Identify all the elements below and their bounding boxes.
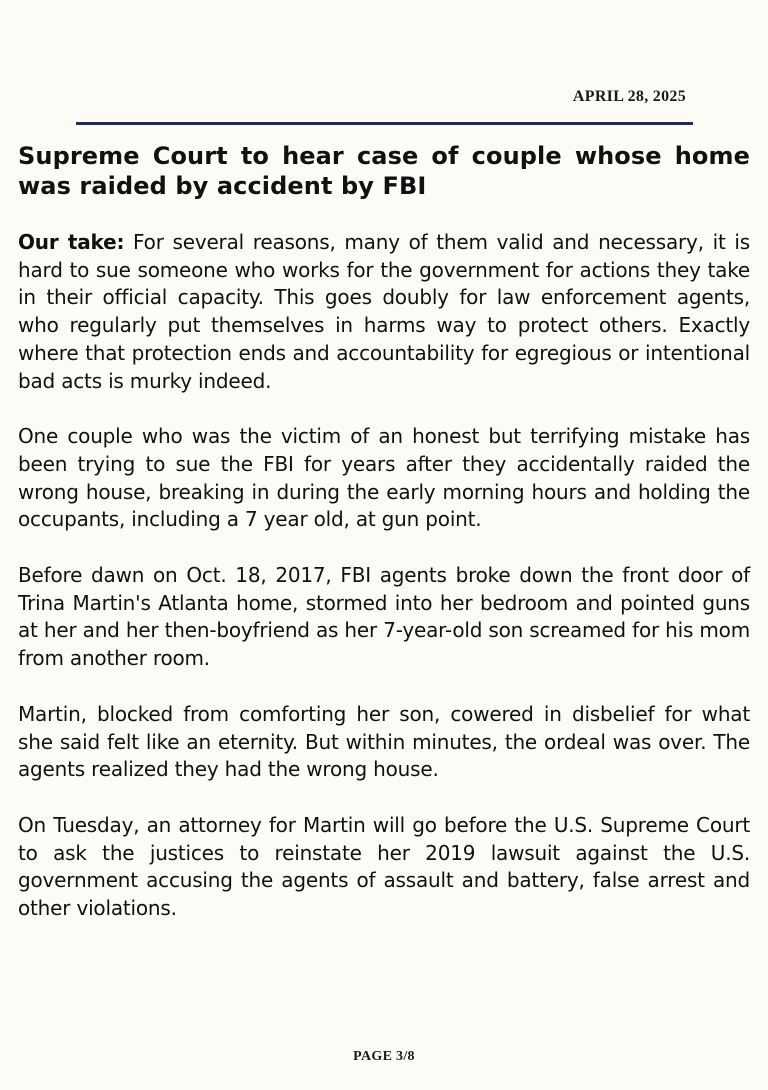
paragraph-text: For several reasons, many of them valid and necessary, it is hard to sue someone who works for the government for actions they take in their official capacity. This goes doubly for law enforcement agents, who regularly put themselves in harms way to protect others. Exactly where that protection ends and accountability for egregious or intentional bad acts is murky indeed. <box>18 230 750 393</box>
article-paragraph-1 <box>18 229 750 395</box>
article <box>18 141 750 951</box>
page-number: PAGE 3/8 <box>353 1049 415 1064</box>
header-divider <box>76 122 693 125</box>
article-paragraph-4: Martin, blocked from comforting her son, cowered in disbelief for what she said felt like an eternity. But within minutes, the ordeal was over. The agents realized they had the wrong house. <box>18 701 750 782</box>
article-headline: Supreme Court to hear case of couple whose home was raided by accident by FBI <box>18 142 750 200</box>
our-take-label: Our take: <box>18 230 125 254</box>
article-paragraph-3: Before dawn on Oct. 18, 2017, FBI agents broke down the front door of Trina Martin's Atlanta home, stormed into her bedroom and pointed guns at her and her then-boyfriend as her 7-year-old son screamed for his mom from another room. <box>18 563 750 671</box>
article-paragraph-5: On Tuesday, an attorney for Martin will go before the U.S. Supreme Court to ask the justices to reinstate her 2019 lawsuit against the U.S. government accusing the agents of assault and battery, false arrest and other violations. <box>18 812 750 921</box>
publication-date: APRIL 28, 2025 <box>572 88 686 105</box>
article-paragraph-2: One couple who was the victim of an honest but terrifying mistake has been trying to sue the FBI for years after they accidentally raided the wrong house, breaking in during the early morning hours and holding the occupants, including a 7 year old, at gun point. <box>18 424 750 532</box>
